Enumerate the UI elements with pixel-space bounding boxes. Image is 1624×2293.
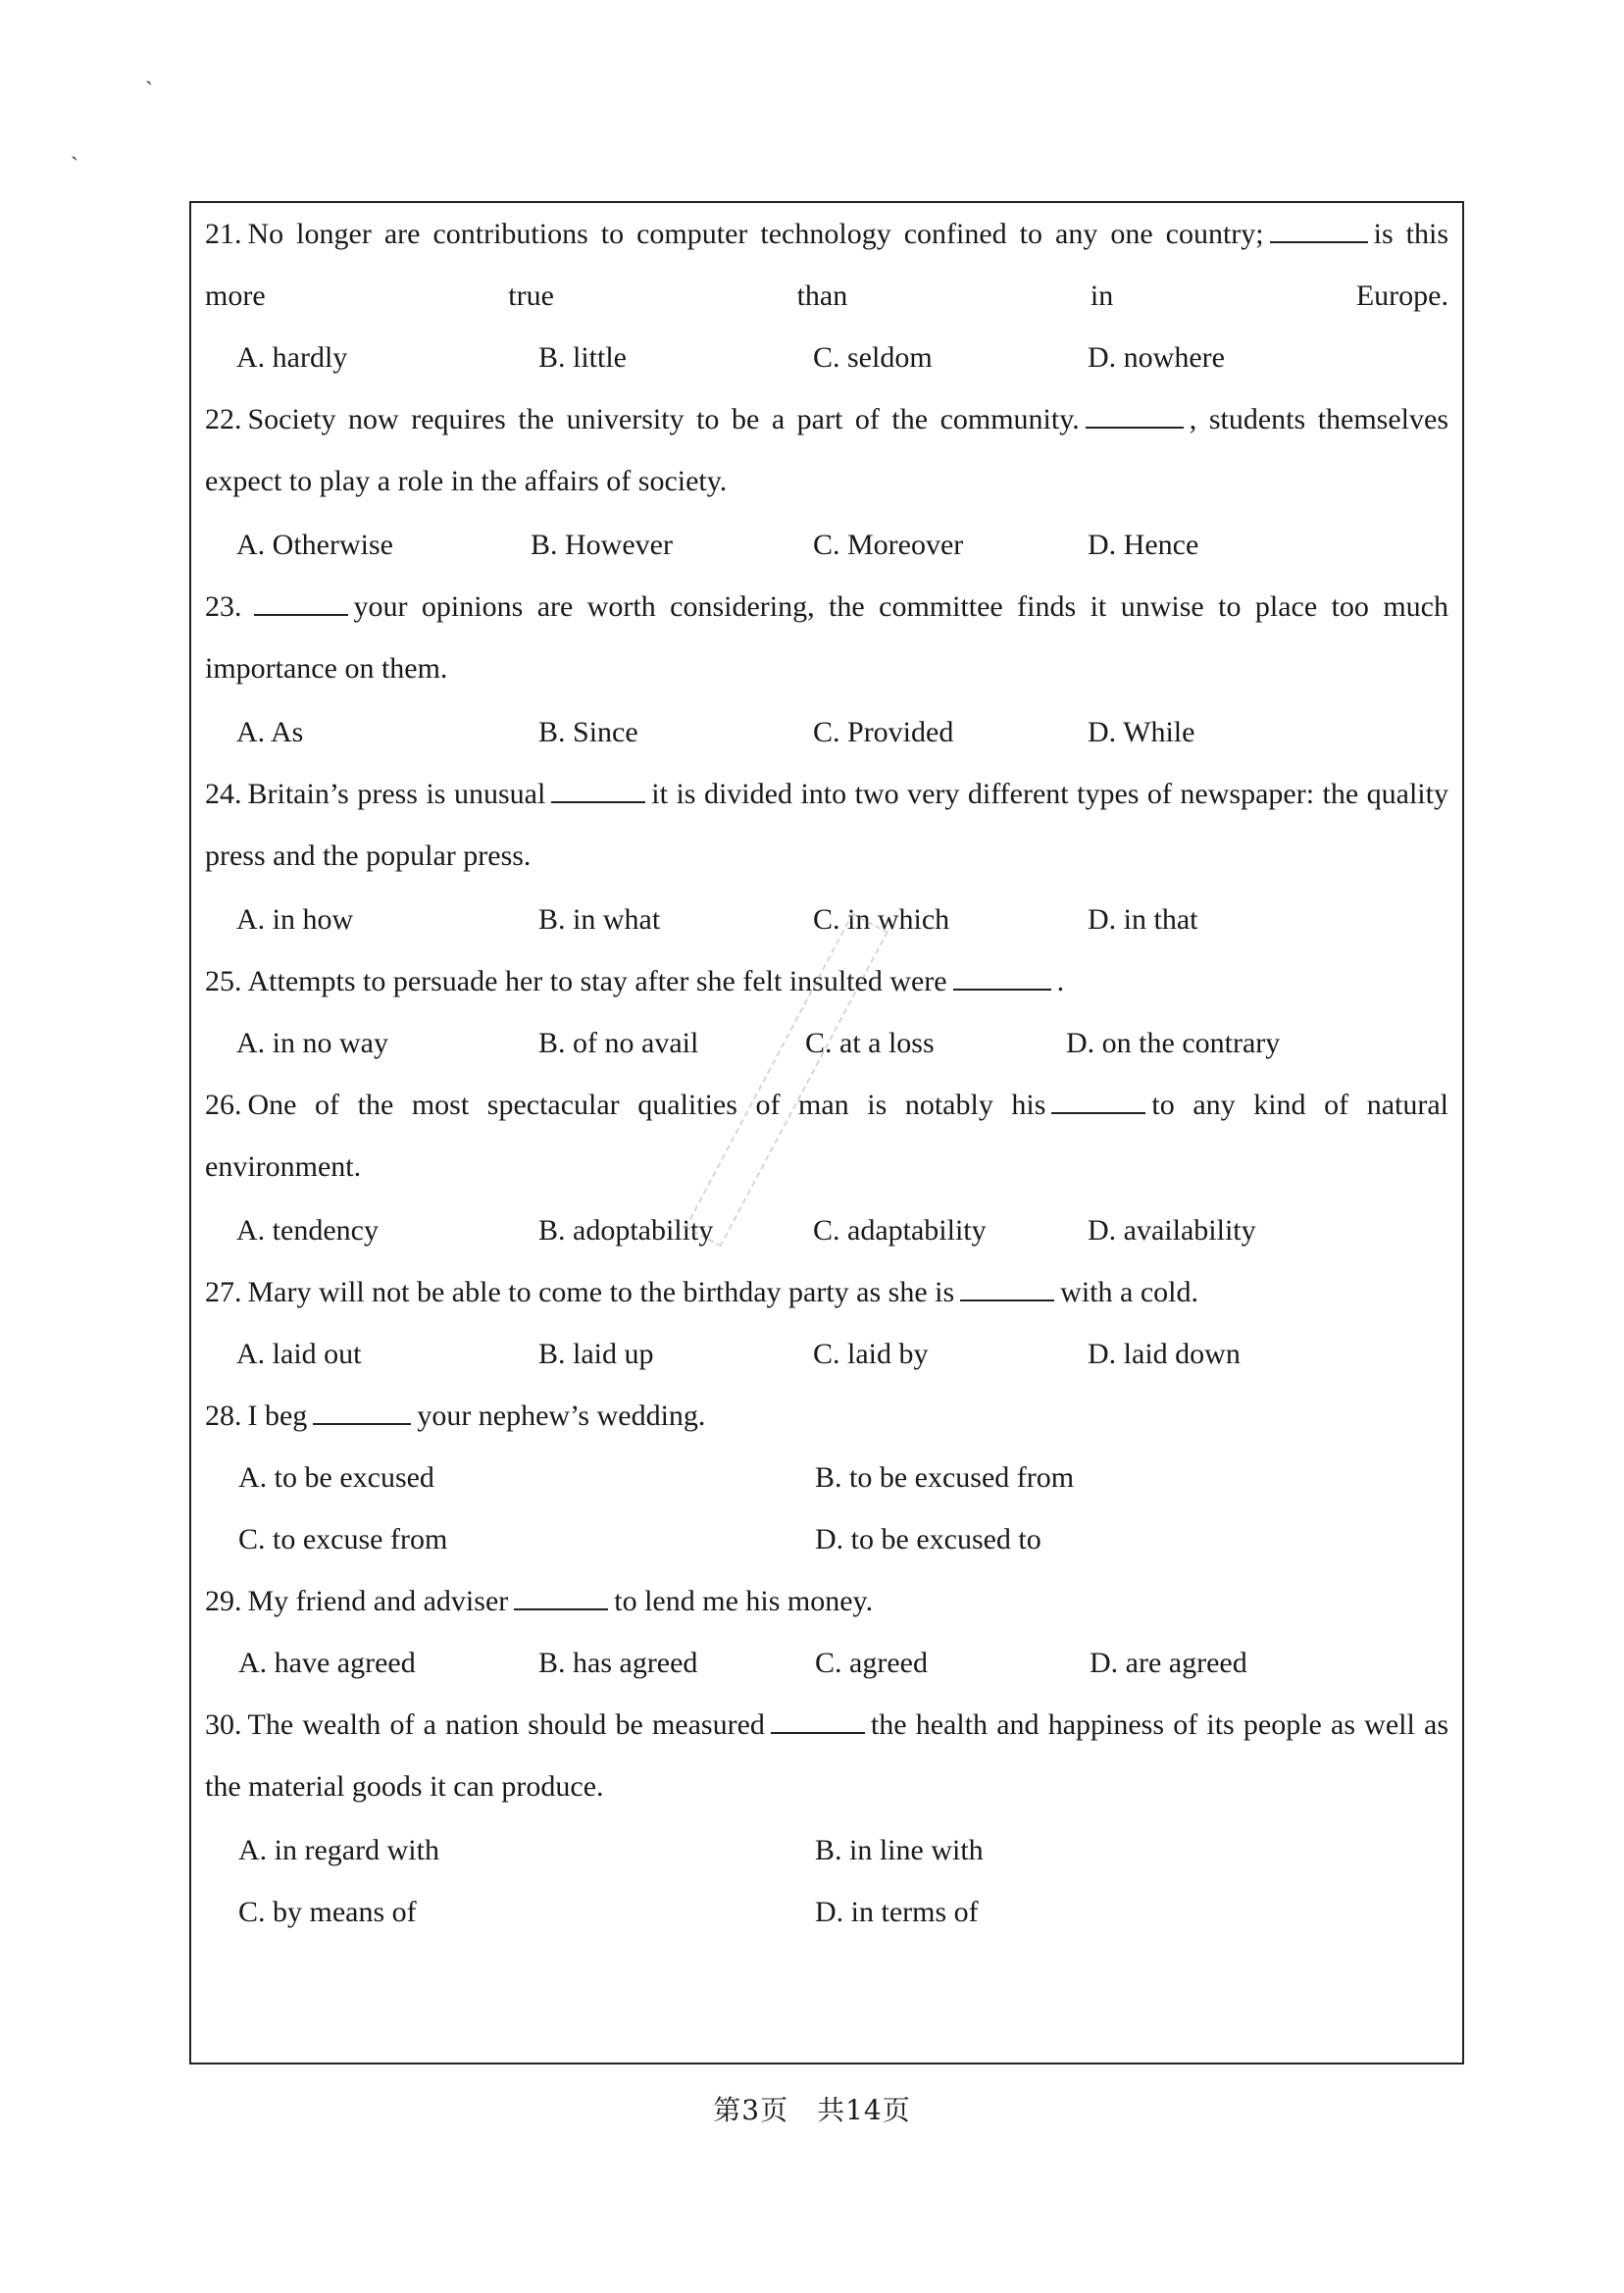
question-frame: [189, 201, 1464, 2064]
option-c: C. to excuse from: [238, 1523, 448, 1555]
option-a: A. in no way: [236, 1027, 388, 1059]
options-23: [191, 701, 1462, 763]
option-c: C. adaptability: [813, 1214, 987, 1247]
option-a: A. As: [236, 716, 304, 748]
option-a: A. to be excused: [238, 1461, 434, 1494]
question-25: 25. Attempts to persuade her to stay after she felt insulted were .: [205, 965, 1065, 997]
question-26: 26. One of the most spectacular qualities of man is notably his to any kind of natural environment.: [205, 1089, 1448, 1183]
option-d: D. are agreed: [1090, 1647, 1247, 1679]
question-27: 27. Mary will not be able to come to the birthday party as she is with a cold.: [205, 1276, 1198, 1308]
question-30: 30. The wealth of a nation should be measured the health and happiness of its people as well as the material goods it can produce.: [205, 1708, 1449, 1803]
options-22: [191, 514, 1462, 576]
options-21: [191, 327, 1462, 388]
answer-blank: [1051, 1091, 1145, 1114]
option-b: B. laid up: [538, 1338, 654, 1370]
options-24: [191, 889, 1462, 950]
option-c: C. in which: [813, 903, 950, 936]
option-c: C. by means of: [238, 1896, 417, 1928]
answer-blank: [1270, 220, 1368, 243]
option-d: D. on the contrary: [1066, 1027, 1281, 1059]
scan-mark: ˎ: [71, 135, 78, 161]
option-c: C. at a loss: [805, 1027, 935, 1059]
option-b: B. has agreed: [538, 1647, 698, 1679]
option-c: C. agreed: [815, 1647, 928, 1679]
option-b: B. in line with: [815, 1834, 984, 1866]
option-b: B. in what: [538, 903, 661, 936]
answer-blank: [254, 592, 348, 616]
option-b: B. Since: [538, 716, 638, 748]
option-a: A. in regard with: [238, 1834, 439, 1866]
option-d: D. While: [1088, 716, 1195, 748]
option-c: C. laid by: [813, 1338, 929, 1370]
option-b: B. of no avail: [538, 1027, 699, 1059]
answer-blank: [1086, 405, 1184, 429]
answer-blank: [953, 967, 1051, 991]
option-d: D. nowhere: [1088, 341, 1225, 374]
page-footer: 第3页 共14页: [713, 2094, 911, 2126]
option-d: D. Hence: [1088, 529, 1199, 561]
option-c: C. Provided: [813, 716, 954, 748]
options-27: [191, 1323, 1462, 1385]
option-a: A. Otherwise: [236, 529, 393, 561]
option-b: B. adoptability: [538, 1214, 714, 1247]
option-d: D. to be excused to: [815, 1523, 1041, 1555]
answer-blank: [551, 780, 645, 803]
option-d: D. availability: [1088, 1214, 1256, 1247]
question-24: 24. Britain’s press is unusual it is divided into two very different types of newspaper: the quality press and the popular press.: [205, 778, 1448, 872]
option-b: B. to be excused from: [815, 1461, 1075, 1494]
option-a: A. laid out: [236, 1338, 362, 1370]
option-d: D. in terms of: [815, 1896, 979, 1928]
option-a: A. hardly: [236, 341, 348, 374]
question-22: 22. Society now requires the university to be a part of the community. , students themselves expect to play a role in the affairs of society.: [205, 403, 1448, 497]
options-28-row1: [191, 1447, 1462, 1508]
scan-mark: ˋ: [145, 78, 153, 104]
options-30-row1: [191, 1819, 1462, 1881]
option-d: D. laid down: [1088, 1338, 1241, 1370]
option-a: A. tendency: [236, 1214, 379, 1247]
option-a: A. have agreed: [238, 1647, 416, 1679]
question-28: 28. I beg your nephew’s wedding.: [205, 1400, 706, 1432]
answer-blank: [514, 1587, 608, 1610]
options-29: [191, 1632, 1462, 1694]
option-d: D. in that: [1088, 903, 1198, 936]
answer-blank: [771, 1710, 865, 1734]
option-c: C. seldom: [813, 341, 933, 374]
option-a: A. in how: [236, 903, 354, 936]
options-26: [191, 1199, 1462, 1261]
options-28-row2: [191, 1508, 1462, 1570]
option-b: B. little: [538, 341, 627, 374]
options-30-row2: [191, 1881, 1462, 1943]
option-c: C. Moreover: [813, 529, 964, 561]
answer-blank: [960, 1278, 1054, 1301]
question-29: 29. My friend and adviser to lend me his money.: [205, 1585, 874, 1617]
question-23: 23. your opinions are worth considering, the committee finds it unwise to place too much importance on them.: [205, 590, 1448, 685]
answer-blank: [313, 1401, 411, 1425]
question-21: 21. No longer are contributions to computer technology confined to any one country; is this more true than in Europe.: [205, 218, 1449, 312]
option-b: B. However: [531, 529, 673, 561]
